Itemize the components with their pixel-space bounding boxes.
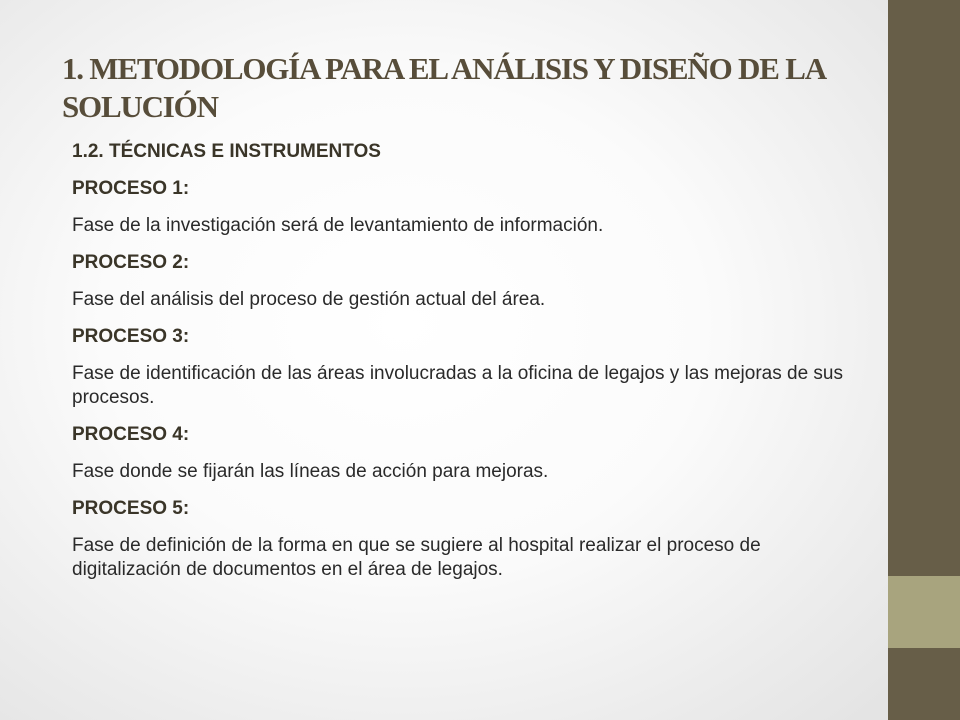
side-accent-block <box>888 576 960 648</box>
process-2-label: PROCESO 2: <box>72 252 190 273</box>
process-3-text: Fase de identificación de las áreas involucradas a la oficina de legajos y las mejoras de sus procesos. <box>72 363 843 408</box>
process-4-text: Fase donde se fijarán las líneas de acción para mejoras. <box>72 461 549 482</box>
process-1-label: PROCESO 1: <box>72 178 190 199</box>
process-5-text: Fase de definición de la forma en que se sugiere al hospital realizar el proceso de digitalización de documentos en el área de legajos. <box>72 535 761 580</box>
section-subtitle: 1.2. TÉCNICAS E INSTRUMENTOS <box>72 141 381 162</box>
process-5-label: PROCESO 5: <box>72 498 190 519</box>
process-4-label: PROCESO 4: <box>72 424 190 445</box>
process-2-text: Fase del análisis del proceso de gestión actual del área. <box>72 289 546 310</box>
process-1-text: Fase de la investigación será de levantamiento de información. <box>72 215 604 236</box>
slide-content <box>72 140 852 595</box>
process-3-label: PROCESO 3: <box>72 326 190 347</box>
slide-title: 1. METODOLOGÍA PARA EL ANÁLISIS Y DISEÑO DE LA SOLUCIÓN <box>62 51 825 124</box>
